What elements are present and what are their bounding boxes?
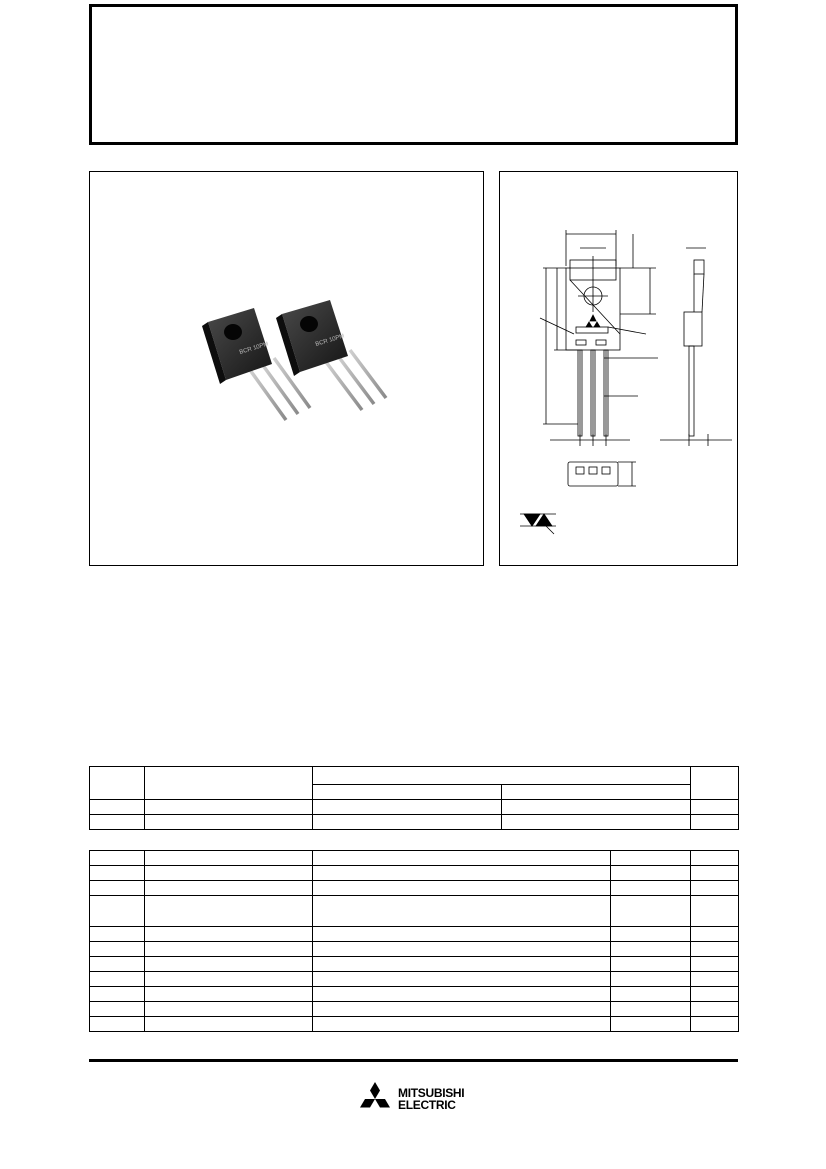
- table-row: [90, 767, 739, 785]
- table-cell: [313, 957, 611, 972]
- table-row: [90, 866, 739, 881]
- table-cell: [313, 800, 502, 815]
- table-cell: [691, 767, 739, 800]
- footer-rule: [89, 1059, 738, 1062]
- table-cell: [691, 815, 739, 830]
- table-cell: [145, 866, 313, 881]
- table-cell: [90, 815, 145, 830]
- table-cell: [145, 1002, 313, 1017]
- outline-drawing-panel: [499, 171, 738, 566]
- table-cell: [90, 767, 145, 800]
- product-photo: [90, 172, 482, 564]
- table-row: [90, 1017, 739, 1032]
- table-cell: [691, 851, 739, 866]
- table-cell: [145, 800, 313, 815]
- table-cell: [313, 1017, 611, 1032]
- table-cell: [145, 896, 313, 927]
- table-cell: [611, 942, 691, 957]
- table-cell: [502, 815, 691, 830]
- table-cell: [313, 1002, 611, 1017]
- table-cell: [611, 866, 691, 881]
- table-cell: [611, 1002, 691, 1017]
- table-cell: [90, 927, 145, 942]
- table-cell: [611, 1017, 691, 1032]
- table-cell: [313, 987, 611, 1002]
- triac-symbol: [520, 514, 556, 534]
- table-row: [90, 1002, 739, 1017]
- table-cell: [313, 942, 611, 957]
- table-cell: [90, 972, 145, 987]
- table-cell: [313, 767, 691, 785]
- table-cell: [691, 896, 739, 927]
- table-cell: [313, 927, 611, 942]
- brand-line-2: ELECTRIC: [398, 1098, 456, 1112]
- table-row: [90, 851, 739, 866]
- table-cell: [145, 815, 313, 830]
- table-cell: [313, 972, 611, 987]
- footer-brand: [356, 1082, 476, 1118]
- table-cell: [611, 987, 691, 1002]
- side-view: [660, 248, 732, 446]
- spec-table-2: [89, 850, 739, 1032]
- table-cell: [90, 896, 145, 927]
- table-row: [90, 881, 739, 896]
- table-row: [90, 957, 739, 972]
- table-cell: [145, 987, 313, 1002]
- front-view: [540, 230, 658, 446]
- table-cell: [90, 957, 145, 972]
- end-view: [568, 462, 636, 486]
- outline-drawing: [500, 172, 736, 564]
- table-cell: [691, 987, 739, 1002]
- photo-marking: BCR 10PM: [238, 341, 270, 356]
- table-cell: [691, 881, 739, 896]
- table-cell: [691, 972, 739, 987]
- table-cell: [90, 866, 145, 881]
- table-cell: [611, 881, 691, 896]
- table-cell: [691, 957, 739, 972]
- table-cell: [145, 957, 313, 972]
- table-cell: [611, 896, 691, 927]
- table-cell: [145, 881, 313, 896]
- header-title-box: [89, 4, 738, 145]
- table-cell: [145, 942, 313, 957]
- table-cell: [90, 851, 145, 866]
- table-cell: [691, 1002, 739, 1017]
- table-row: [90, 942, 739, 957]
- table-row: [90, 987, 739, 1002]
- table-cell: [691, 1017, 739, 1032]
- table-cell: [502, 800, 691, 815]
- table-cell: [611, 972, 691, 987]
- table-cell: [502, 785, 691, 800]
- table-cell: [611, 851, 691, 866]
- table-cell: [691, 942, 739, 957]
- table-row: [90, 815, 739, 830]
- table-cell: [313, 815, 502, 830]
- table-cell: [90, 987, 145, 1002]
- table-row: [90, 800, 739, 815]
- three-diamond-logo-icon: [356, 1082, 394, 1116]
- table-cell: [313, 896, 611, 927]
- table-cell: [611, 957, 691, 972]
- table-cell: [313, 866, 611, 881]
- table-cell: [90, 942, 145, 957]
- table-cell: [691, 866, 739, 881]
- table-cell: [145, 767, 313, 800]
- table-row: [90, 972, 739, 987]
- table-cell: [145, 927, 313, 942]
- table-row: [90, 927, 739, 942]
- brand-line-1: MITSUBISHI: [398, 1086, 465, 1100]
- spec-table-1: [89, 766, 739, 830]
- table-cell: [313, 881, 611, 896]
- table-cell: [145, 851, 313, 866]
- transistor-package-2: [276, 300, 386, 410]
- table-cell: [691, 927, 739, 942]
- table-cell: [611, 927, 691, 942]
- photo-marking: BCR 10PM: [314, 333, 346, 348]
- table-row: [90, 896, 739, 927]
- table-cell: [145, 972, 313, 987]
- table-cell: [90, 881, 145, 896]
- table-cell: [145, 1017, 313, 1032]
- table-cell: [90, 800, 145, 815]
- table-cell: [90, 1002, 145, 1017]
- product-photo-panel: [89, 171, 484, 566]
- table-cell: [313, 785, 502, 800]
- table-cell: [90, 1017, 145, 1032]
- table-cell: [691, 800, 739, 815]
- table-cell: [313, 851, 611, 866]
